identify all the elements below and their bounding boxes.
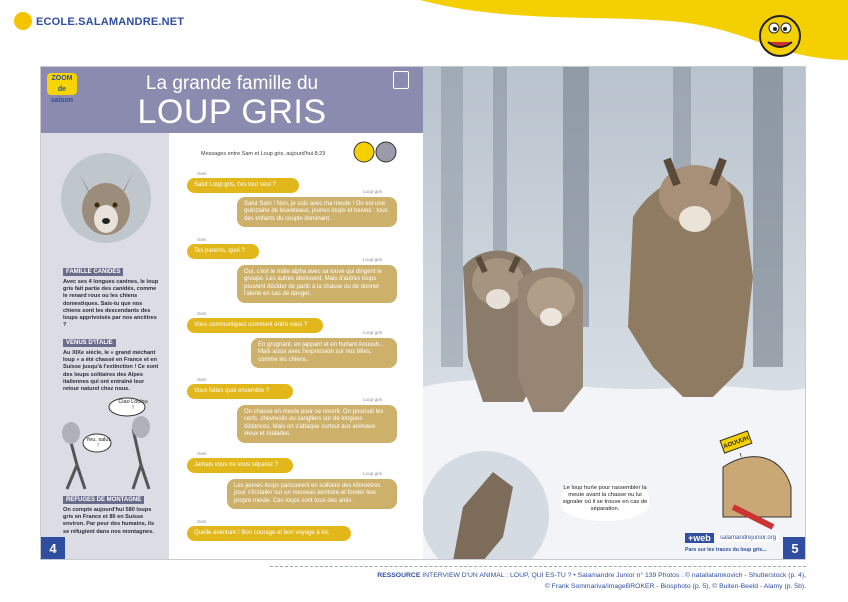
salamander-mascot-icon [750,6,810,62]
divider [270,566,806,567]
section-title-famille: FAMILLE CANIDÉS [63,268,123,276]
chat-avatars [353,141,397,163]
credits-line-1 [210,572,806,579]
page-title-line2: LOUP GRIS [137,93,327,131]
section-title-refuges: REFUGES DE MONTAGNE [63,496,144,504]
page-number-right: 5 [783,537,806,560]
left-page [41,67,423,560]
chat-header: Messages entre Sam et Loup gris, aujourd'hui 8:23 [201,151,326,157]
chat-bubble-sam: Vous communiquez comment entre vous ? [187,318,323,333]
web-subtitle: Pars sur les traces du loup gris... [685,547,767,553]
page-number-left: 4 [41,537,65,560]
top-bar [0,0,848,52]
msg-label-wolf: Loup gris [363,189,382,194]
msg-label-wolf: Loup gris [363,330,382,335]
msg-label-wolf: Loup gris [363,397,382,402]
credits-line-2: © Frank Sommariva/imageBROKER - Biosphoto (p. 5), © Buiten-Beeld - Alamy (p. 5b). [544,583,806,590]
section-text-famille: Avec ses 4 longues canines, le loup gris fait partie des canidés, comme le renard roux ou les chiens domestiques. Sais-tu que nos chiens sont les descendants des loups apprivoisés par nos ancêtres ? [63,279,159,329]
chat-bubble-sam: Jamais vous ne vous séparez ? [187,458,293,473]
msg-label-sam: Sam [197,311,207,316]
section-title-italie: VENUS D'ITALIE [63,339,116,347]
section-text-italie: Au XIXe siècle, le « grand méchant loup » a été chassé en France et en Suisse jusqu'à l'extinction ! Ce sont des loups solitaires des Alpes italiennes qui ont entraîné leur retour naturel chez nous. [63,350,159,393]
page-title-line1: La grande famille du [145,73,319,94]
chat-bubble-wolf: En grognant, en jappant et en hurlant Aouuuh... Mais aussi avec l'expression sur nos têtes, comme les chiens. [251,338,397,368]
site-logo-icon [14,12,32,30]
chat-bubble-sam: Quelle aventure ! Bon courage et bon voyage à toi. [187,526,351,541]
web-url-link[interactable]: salamandrejunior.org [717,534,779,542]
howl-caption: Le loup hurle pour rassembler la meute avant la chasse ou lui signaler où il se trouve en cas de séparation. [562,485,648,512]
chat-bubble-sam: Vous faites quoi ensemble ? [187,384,293,399]
magazine-spread [40,66,806,560]
aouuuh-label: AOUUUH ! [720,430,753,453]
right-page-photo [423,67,806,560]
msg-label-sam: Sam [197,171,207,176]
chat-bubble-wolf: Oui, c'est le mâle alpha avec sa louve qui dirigent le groupe. Les autres obéissent. Mais d'autres loups peuvent décider de partir à la chasse ou de donner l'alerte en cas de danger. [237,265,397,303]
msg-label-sam: Sam [197,451,207,456]
site-link[interactable]: ECOLE.SALAMANDRE.NET [36,16,185,28]
chat-bubble-wolf: Salut Sam ! Non, je suis avec ma meute ! On est une quinzaine de louveteaux, jeunes loups et louves : tous des enfants du couple dominant. [237,197,397,227]
msg-label-sam: Sam [197,377,207,382]
msg-label-sam: Sam [197,519,207,524]
zoom-badge: ZOOM de saison [47,73,77,95]
web-badge: +web [685,533,714,543]
resource-label: RESSOURCE [377,572,421,579]
msg-label-sam: Sam [197,237,207,242]
page-header [41,67,423,133]
chat-bubble-sam: Tes parents, quoi ? [187,244,259,259]
chat-bubble-sam: Salut Loup gris, t'es tout seul ? [187,178,299,193]
msg-label-wolf: Loup gris [363,257,382,262]
credits-text-1: INTERVIEW D'UN ANIMAL : LOUP, QUI ES-TU ? • Salamandre Junior n° 139 Photos : © natallatamkovich - Shutterstock (p. 4), [422,572,806,579]
edit-icon [393,71,409,89]
wolf-portrait-image [61,153,151,243]
chat-bubble-wolf: On chasse en meute pour se nourrir. On poursuit les cerfs, chevreuils ou sangliers sur de longues distances. Mais on s'attaque surtout aux animaux vieux et malades. [237,405,397,443]
cartoon-bubble-salut: Yeu, salut ! [86,437,110,449]
cartoon-bubble-ciao: Ciao Loulou ! [118,399,148,411]
chat-bubble-wolf: Les jeunes loups parcourent en solitaire des kilomètres pour s'installer sur un nouveau territoire et fonder leur propre meute. Ces loups sont tous des amis. [227,479,397,509]
section-text-refuges: On compte aujourd'hui 580 loups gris en France et 80 en Suisse environ. Par peur des humains, ils se réfugient dans nos montagnes. [63,507,155,535]
msg-label-wolf: Loup gris [363,471,382,476]
